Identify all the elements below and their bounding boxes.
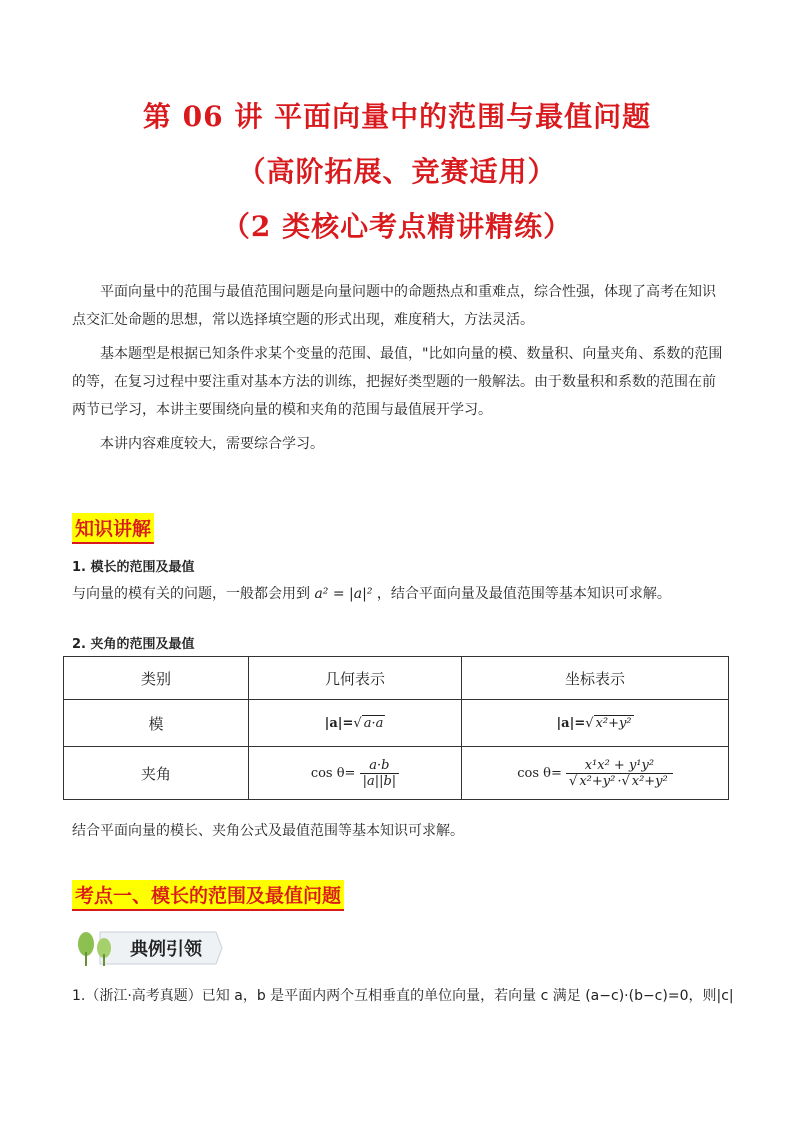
geo-angle-denominator: |a||b| [362, 773, 397, 789]
tree-icon [78, 932, 94, 966]
coord-angle-denominator: √ x²+y² ·√ x²+y² [569, 773, 668, 789]
banner-label: 典例引领 [130, 939, 202, 960]
coord-angle-numerator: x¹x² + y¹y² [566, 758, 673, 774]
coordinate-modulus-formula: |a|=√ x²+y² [462, 700, 729, 747]
geo-modulus-radicand: a·a [363, 715, 384, 731]
title-line-1: 第 06 讲 平面向量中的范围与最值问题 [142, 100, 652, 133]
modulus-formula: a² = |a|² [314, 586, 373, 602]
intro-paragraph-2: 基本题型是根据已知条件求某个变量的范围、最值，"比如向量的模、数量积、向量夹角、系数的范围的等，在复习过程中要注重对基本方法的训练，把握好类型题的一般解法。由于数量积和系数的范围在前两节已学习，本讲主要围绕向量的模和夹角的范围与最值展开学习。 [72, 346, 723, 418]
coord-angle-fraction [566, 758, 673, 789]
subheading-angle: 2. 夹角的范围及最值 [72, 637, 195, 652]
section-tag-knowledge: 知识讲解 [72, 513, 154, 544]
title-line-2: （高阶拓展、竞赛适用） [237, 155, 557, 188]
geo-modulus-lhs: |a|= [324, 715, 354, 731]
table-row [64, 700, 729, 747]
table-summary: 结合平面向量的模长、夹角公式及最值范围等基本知识可求解。 [72, 823, 464, 839]
coord-angle-den-b: x²+y² [631, 773, 668, 789]
modulus-text-before: 与向量的模有关的问题，一般都会用到 [72, 586, 310, 602]
coord-angle-lhs: cos θ= [517, 765, 562, 781]
geo-angle-lhs: cos θ= [310, 765, 356, 781]
intro-paragraph-3: 本讲内容难度较大，需要综合学习。 [100, 436, 324, 452]
section-tag-point-one: 考点一、模长的范围及最值问题 [72, 880, 344, 911]
geo-angle-numerator: a·b [360, 758, 400, 774]
table-header-coordinate: 坐标表示 [462, 657, 729, 700]
title-line-3: （2 类核心考点精讲精练） [221, 210, 573, 243]
intro-paragraph-1: 平面向量中的范围与最值范围问题是向量问题中的命题热点和重难点，综合性强，体现了高考在知识点交汇处命题的思想，常以选择填空题的形式出现，难度稍大，方法灵活。 [72, 284, 716, 328]
table-row [64, 747, 729, 800]
coordinate-angle-formula [462, 747, 729, 800]
table-header-geometric: 几何表示 [249, 657, 462, 700]
row-label-angle: 夹角 [64, 747, 249, 800]
geometric-angle-formula [249, 747, 462, 800]
subheading-modulus: 1. 模长的范围及最值 [72, 560, 195, 575]
coord-angle-den-a: x²+y² [579, 773, 616, 789]
geo-angle-fraction [360, 758, 400, 789]
coord-modulus-lhs: |a|= [556, 715, 586, 731]
row-label-modulus: 模 [64, 700, 249, 747]
table-header-category: 类别 [64, 657, 249, 700]
geometric-modulus-formula: |a|=√ a·a [249, 700, 462, 747]
modulus-text-after: ，结合平面向量及最值范围等基本知识可求解。 [376, 586, 671, 602]
modulus-explanation [72, 583, 671, 603]
table-header-row [64, 657, 729, 700]
coord-modulus-radicand: x²+y² [595, 715, 632, 731]
example-banner [72, 928, 224, 968]
example-question-1: 1.（浙江·高考真题）已知 a，b 是平面内两个互相垂直的单位向量，若向量 c 满足 (a−c)·(b−c)=0，则|c| [72, 988, 734, 1004]
formula-table [63, 656, 729, 800]
